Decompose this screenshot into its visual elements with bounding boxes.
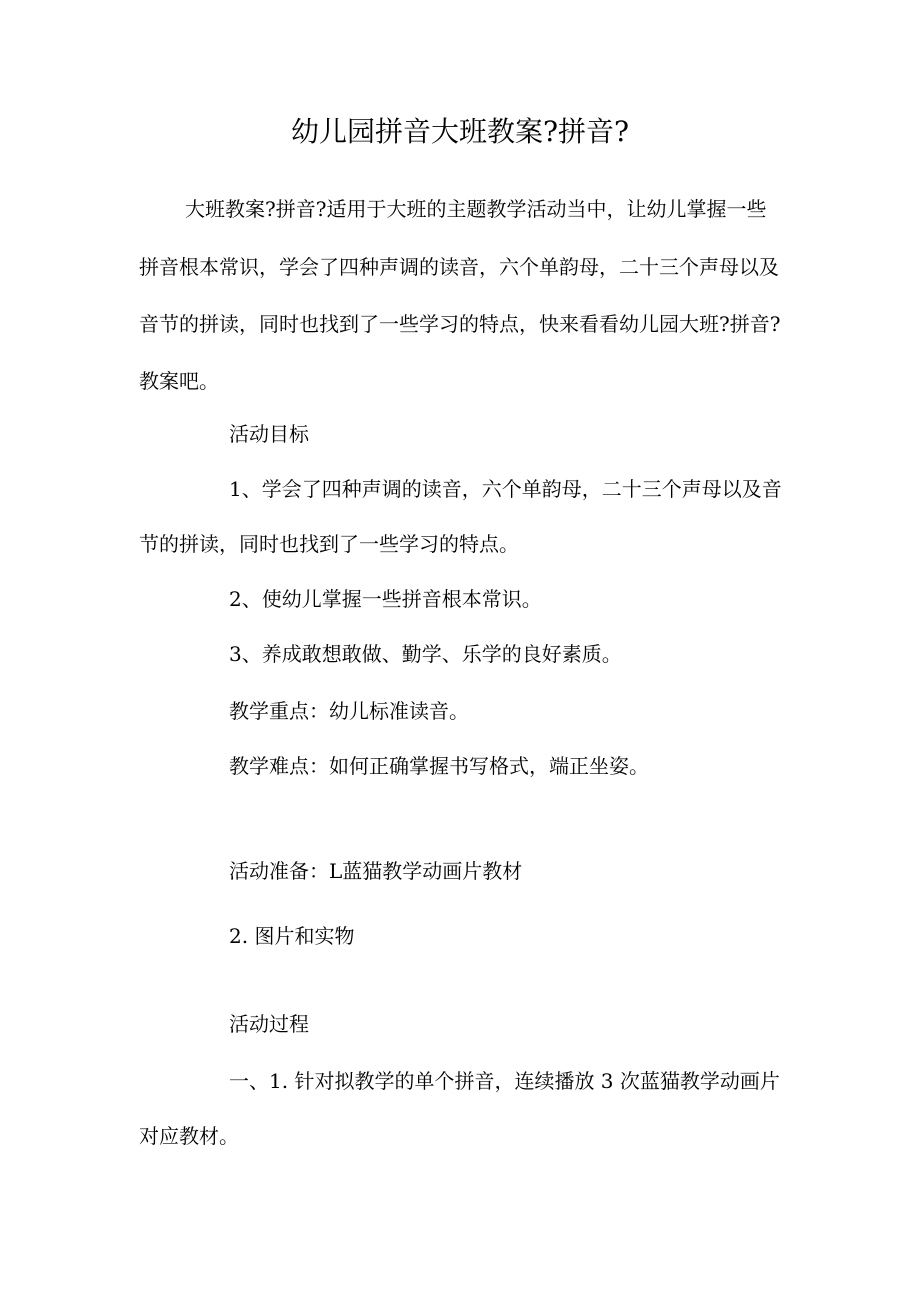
process-heading: 活动过程 <box>229 1012 309 1036</box>
intro-line-1: 大班教案?拼音?适用于大班的主题教学活动当中，让幼儿掌握一些 <box>185 197 767 221</box>
process-step-1-line-2: 对应教材。 <box>139 1124 239 1148</box>
intro-line-3: 音节的拼读，同时也找到了一些学习的特点，快来看看幼儿园大班?拼音? <box>139 312 781 336</box>
goals-heading: 活动目标 <box>229 422 309 446</box>
key-point: 教学重点：幼儿标准读音。 <box>229 699 469 723</box>
goal-1-line-2: 节的拼读，同时也找到了一些学习的特点。 <box>139 532 519 556</box>
difficult-point: 教学难点：如何正确掌握书写格式，端正坐姿。 <box>229 754 649 778</box>
goal-2: 2、使幼儿掌握一些拼音根本常识。 <box>229 587 542 611</box>
prep-item-2: 2. 图片和实物 <box>229 924 355 948</box>
prep-item-1: 活动准备：L蓝猫教学动画片教材 <box>229 859 523 883</box>
goal-3: 3、养成敢想敢做、勤学、乐学的良好素质。 <box>229 642 622 666</box>
intro-line-4: 教案吧。 <box>139 369 219 393</box>
document-title: 幼儿园拼音大班教案?拼音? <box>290 115 630 148</box>
process-step-1-line-1: 一、1. 针对拟教学的单个拼音，连续播放 3 次蓝猫教学动画片 <box>229 1069 780 1093</box>
goal-1-line-1: 1、学会了四种声调的读音，六个单韵母，二十三个声母以及音 <box>229 477 782 501</box>
intro-line-2: 拼音根本常识，学会了四种声调的读音，六个单韵母，二十三个声母以及 <box>139 255 779 279</box>
